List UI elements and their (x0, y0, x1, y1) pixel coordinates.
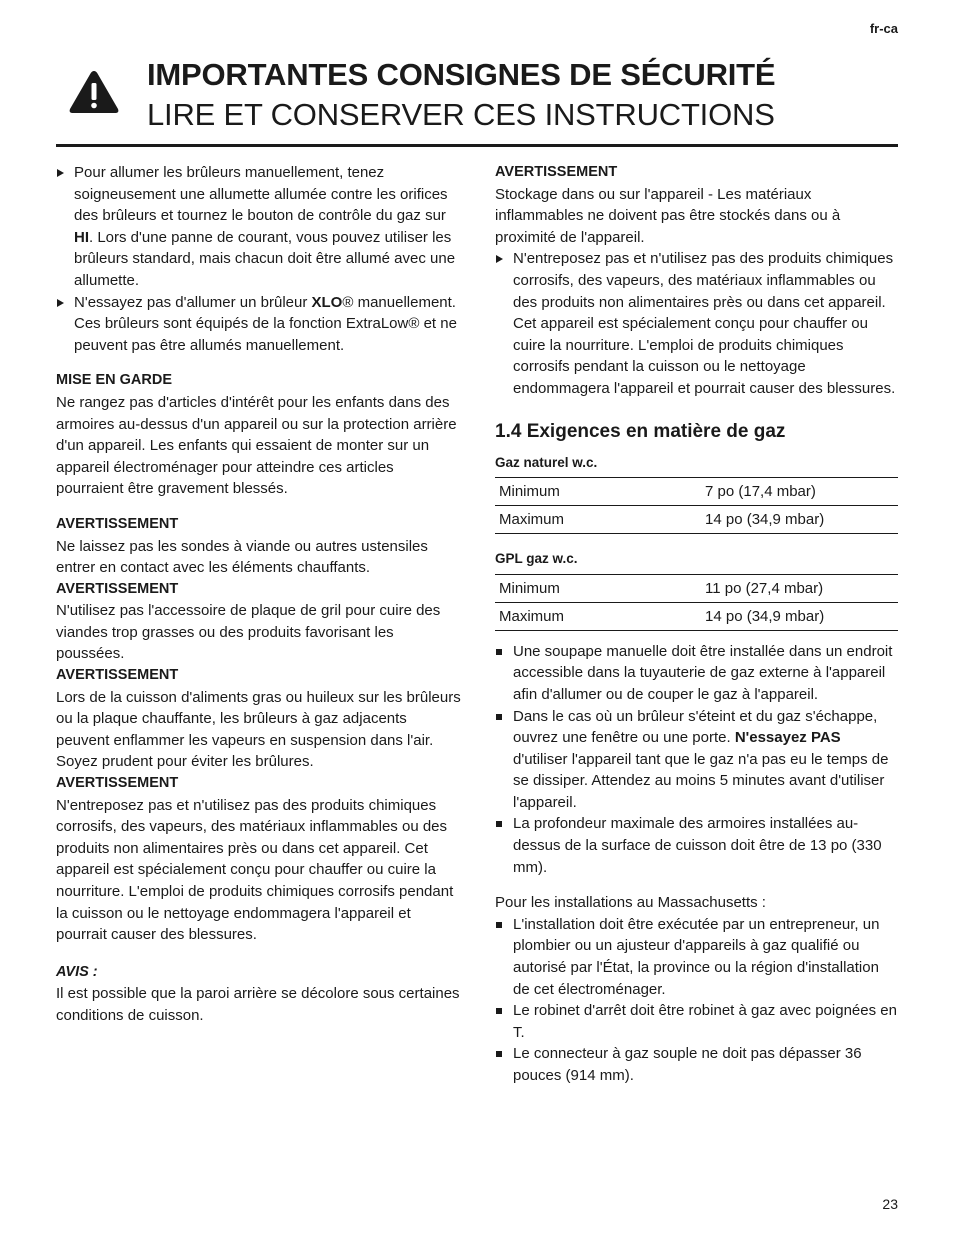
list-item: N'essayez pas d'allumer un brûleur XLO® manuellement. Ces brûleurs sont équipés de la fonction ExtraLow® et ne peuvent pas être allumés manuellement. (56, 292, 464, 357)
warning-label: AVERTISSEMENT (56, 667, 179, 684)
list-item: L'installation doit être exécutée par un entrepreneur, un plombier ou un ajusteur d'appareils à gaz qualifié ou autorisé par l'État, la province ou la région d'installation de cet électroménager. (495, 914, 898, 1000)
table-cell: 14 po (34,9 mbar) (701, 602, 898, 630)
section-heading: 1.4 Exigences en matière de gaz (495, 420, 786, 442)
list-item: Pour allumer les brûleurs manuellement, tenez soigneusement une allumette allumée contre les orifices des brûleurs et tournez le bouton de contrôle du gaz sur HI. Lors d'une panne de courant, vous pouvez utiliser les brûleurs standard, mais chacun doit être allumé avec une allumette. (56, 162, 464, 292)
page-title (147, 55, 775, 135)
warning-text: Stockage dans ou sur l'appareil - Les matériaux inflammables ne doivent pas être stockés dans ou à proximité de l'appareil. (495, 185, 841, 246)
lpg-gas-table (495, 574, 898, 631)
table-cell: Maximum (495, 602, 701, 630)
header-divider (56, 144, 898, 147)
page-number: 23 (882, 1196, 898, 1212)
warning-label: AVERTISSEMENT (56, 580, 179, 597)
list-item: Le connecteur à gaz souple ne doit pas dépasser 36 pouces (914 mm). (495, 1043, 898, 1086)
table-row (495, 602, 898, 630)
table-cell: 7 po (17,4 mbar) (701, 478, 898, 506)
table-cell: 14 po (34,9 mbar) (701, 506, 898, 534)
massachusetts-intro: Pour les installations au Massachusetts : (495, 894, 766, 912)
table-cell: Minimum (495, 574, 701, 602)
list-item: N'entreposez pas et n'utilisez pas des produits chimiques corrosifs, des vapeurs, des matériaux inflammables ou des produits non alimentaires près ou dans cet appareil. Cet appareil est spécialement conçu pour chauffer ou cuire la nourriture. L'emploi de produits chimiques corrosifs pendant la cuisson ou le nettoyage endommagera l'appareil et pourrait causer des blessures. (495, 248, 898, 399)
table-cell: Minimum (495, 478, 701, 506)
notice-label: AVIS : (56, 963, 98, 980)
language-code: fr-ca (869, 21, 898, 36)
caution-label: MISE EN GARDE (56, 372, 173, 389)
list-item: Dans le cas où un brûleur s'éteint et du gaz s'échappe, ouvrez une fenêtre ou une porte. N'essayez PAS d'utiliser l'appareil tant que le gaz n'a pas eu le temps de se dissiper. Attendez au moins 5 minutes avant d'utiliser l'appareil. (495, 706, 898, 814)
left-column (56, 162, 464, 1027)
table-row (495, 478, 898, 506)
title-line-2: LIRE ET CONSERVER CES INSTRUCTIONS (147, 97, 775, 132)
table-row (495, 574, 898, 602)
natural-gas-table (495, 477, 898, 534)
list-item: Une soupape manuelle doit être installée dans un endroit accessible dans la tuyauterie de gaz externe à l'appareil afin d'allumer ou de couper le gaz à l'appareil. (495, 641, 898, 706)
notice-text: Il est possible que la paroi arrière se décolore sous certaines conditions de cuisson. (56, 985, 460, 1024)
table-cell: 11 po (27,4 mbar) (701, 574, 898, 602)
title-line-1: IMPORTANTES CONSIGNES DE SÉCURITÉ (147, 57, 776, 92)
table-caption: Gaz naturel w.c. (495, 454, 598, 470)
warning-text: Lors de la cuisson d'aliments gras ou huileux sur les brûleurs ou la plaque chauffante, les brûleurs à gaz adjacents peuvent enflammer les vapeurs en suspension dans l'air. Soyez prudent pour éviter les brûlures. (56, 688, 461, 771)
warning-label: AVERTISSEMENT (495, 164, 618, 180)
list-item: Le robinet d'arrêt doit être robinet à gaz avec poignées en T. (495, 1000, 898, 1043)
caution-text: Ne rangez pas d'articles d'intérêt pour les enfants dans des armoires au-dessus d'un appareil ou sur la protection arrière d'un appareil. Les enfants qui essaient de monter sur un appareil électroménager pour atteindre ces articles pourraient être gravement blessés. (56, 393, 457, 498)
table-row (495, 506, 898, 534)
warning-text: Ne laissez pas les sondes à viande ou autres ustensiles entrer en contact avec les éléments chauffants. (56, 537, 428, 577)
list-item: La profondeur maximale des armoires installées au-dessus de la surface de cuisson doit être de 13 po (330 mm). (495, 813, 898, 878)
table-cell: Maximum (495, 506, 701, 534)
warning-triangle-icon (68, 69, 120, 115)
warning-text: N'utilisez pas l'accessoire de plaque de gril pour cuire des viandes trop grasses ou des produits favorisant les poussées. (56, 602, 441, 663)
warning-label: AVERTISSEMENT (56, 515, 179, 532)
table-caption: GPL gaz w.c. (495, 551, 578, 567)
warning-label: AVERTISSEMENT (56, 775, 179, 792)
right-column (495, 162, 898, 1087)
warning-text: N'entreposez pas et n'utilisez pas des produits chimiques corrosifs, des vapeurs, des matériaux inflammables ou des produits non alimentaires près ou dans cet appareil. Cet appareil est spécialement conçu pour chauffer ou cuire la nourriture. L'emploi de produits chimiques corrosifs pendant la cuisson ou le nettoyage endommagera l'appareil et pourrait causer des blessures. (56, 796, 454, 944)
